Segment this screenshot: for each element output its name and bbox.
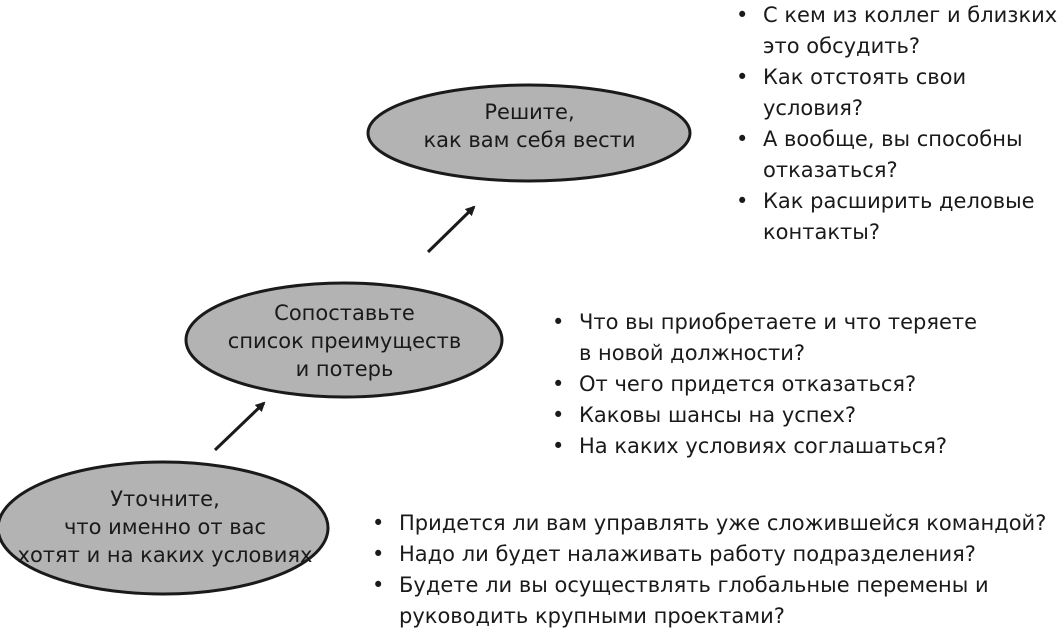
question-item <box>372 539 1046 570</box>
step-label-line: Уточните, <box>110 487 220 511</box>
questions-decide <box>736 0 1057 248</box>
question-text-continued: условия? <box>763 96 864 120</box>
question-item <box>372 570 1046 632</box>
step-label-compare <box>186 299 503 383</box>
question-text-continued: контакты? <box>763 220 881 244</box>
step-label-decide <box>368 98 691 154</box>
step-label-line: хотят и на каких условиях <box>17 543 313 567</box>
step-label-clarify <box>0 485 330 569</box>
question-text: Надо ли будет налаживать работу подразделения? <box>399 542 976 566</box>
question-text-continued: в новой должности? <box>579 341 806 365</box>
question-text: А вообще, вы способны <box>763 127 1023 151</box>
question-text: На каких условиях соглашаться? <box>579 434 948 458</box>
questions-compare <box>552 307 977 462</box>
step-label-line: список преимуществ <box>227 329 462 353</box>
questions-clarify <box>372 508 1046 632</box>
question-item <box>736 62 1057 124</box>
step-label-line: Сопоставьте <box>274 301 415 325</box>
question-item <box>552 307 977 369</box>
arrow-clarify-to-compare <box>215 403 264 450</box>
question-text: Что вы приобретаете и что теряете <box>579 310 978 334</box>
step-label-line: Решите, <box>484 100 575 124</box>
question-item <box>552 400 977 431</box>
question-text: Как отстоять свои <box>763 65 967 89</box>
question-text: Как расширить деловые <box>763 189 1035 213</box>
question-item <box>372 508 1046 539</box>
question-text: От чего придется отказаться? <box>579 372 917 396</box>
question-item <box>736 0 1057 62</box>
question-text: Будете ли вы осуществлять глобальные перемены и <box>399 573 989 597</box>
step-label-line: что именно от вас <box>63 515 267 539</box>
question-text: С кем из коллег и близких <box>763 3 1058 27</box>
question-text-continued: руководить крупными проектами? <box>399 604 785 628</box>
question-item <box>736 186 1057 248</box>
question-text-continued: отказаться? <box>763 158 898 182</box>
question-text: Каковы шансы на успех? <box>579 403 857 427</box>
question-item <box>736 124 1057 186</box>
step-label-line: и потерь <box>295 357 394 381</box>
question-item <box>552 369 977 400</box>
question-item <box>552 431 977 462</box>
arrow-compare-to-decide <box>428 207 474 252</box>
question-text-continued: это обсудить? <box>763 34 920 58</box>
question-text: Придется ли вам управлять уже сложившейся командой? <box>399 511 1047 535</box>
step-label-line: как вам себя вести <box>423 128 636 152</box>
